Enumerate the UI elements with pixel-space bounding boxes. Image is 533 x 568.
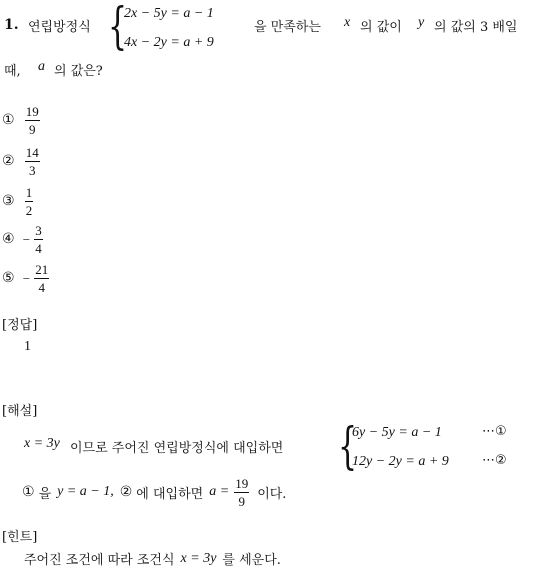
explanation-fraction (234, 477, 249, 508)
question-number: 1. (4, 17, 19, 33)
choice-5[interactable] (2, 263, 49, 294)
fraction-bar (25, 120, 40, 121)
choice-fraction (34, 263, 49, 294)
fraction-denominator: 2 (25, 203, 33, 218)
explanation-equation-1: 6y − 5y = a − 1 (352, 425, 442, 440)
fraction-denominator: 3 (28, 163, 36, 178)
question-line2-suffix: 의 값은? (54, 64, 103, 79)
question-equation-2: 4x − 2y = a + 9 (124, 35, 214, 50)
fraction-bar (25, 161, 40, 162)
choice-marker: ④ (2, 231, 15, 247)
question-line2-prefix: 때, (4, 64, 21, 79)
explanation-system-brace: { (338, 417, 358, 475)
question-tail-1: 을 만족하는 (254, 20, 321, 35)
fraction-denominator: 9 (238, 493, 245, 509)
fraction-denominator: 9 (28, 122, 36, 137)
fraction-numerator: 21 (35, 262, 49, 277)
answer-value: 1 (24, 339, 31, 354)
question-tail-3: 의 값의 3 배일 (434, 20, 518, 35)
choice-1[interactable] (2, 105, 40, 136)
explanation-text: 에 대입하면 (136, 486, 204, 502)
explanation-label: [해설] (2, 404, 38, 419)
choice-sign: − (22, 270, 31, 286)
explanation-math: y = a − 1, (57, 484, 114, 499)
answer-label: [정답] (2, 318, 38, 333)
choice-fraction (25, 146, 40, 177)
fraction-bar (34, 239, 43, 240)
explanation-ref-2: ② (119, 484, 133, 500)
fraction-bar (25, 201, 34, 202)
fraction-numerator: 3 (35, 223, 42, 238)
hint-text: 주어진 조건에 따라 조건식 (24, 553, 175, 568)
fraction-bar (34, 278, 49, 279)
explanation-text: 이다. (257, 486, 287, 502)
question-lead: 연립방정식 (28, 20, 91, 35)
choice-marker: ① (2, 112, 15, 128)
hint-label: [힌트] (2, 530, 38, 545)
question-system-brace: { (108, 0, 128, 55)
fraction-numerator: 1 (25, 185, 33, 200)
explanation-tag-1: ⋯① (482, 424, 507, 439)
choice-sign: − (22, 231, 31, 247)
choice-marker: ③ (2, 193, 15, 209)
fraction-numerator: 19 (235, 475, 249, 491)
fraction-denominator: 4 (35, 241, 42, 256)
hint-line (24, 549, 281, 568)
fraction-numerator: 14 (25, 145, 39, 160)
explanation-math: a = (209, 484, 230, 499)
explanation-tag-2: ⋯② (482, 453, 507, 468)
explanation-line1-math: x = 3y (24, 436, 60, 451)
explanation-line1-text: 이므로 주어진 연립방정식에 대입하면 (70, 441, 284, 456)
question-var-a: a (38, 59, 45, 74)
choice-marker: ⑤ (2, 270, 15, 286)
explanation-ref-1: ① (22, 484, 35, 500)
choice-fraction (25, 105, 40, 136)
question-var-x: x (344, 15, 351, 30)
choice-marker: ② (2, 153, 15, 169)
explanation-equation-2: 12y − 2y = a + 9 (352, 454, 449, 469)
hint-text: 를 세운다. (222, 553, 281, 568)
choice-2[interactable] (2, 146, 40, 177)
choice-fraction (34, 224, 43, 255)
explanation-text: 을 (38, 486, 52, 502)
choice-3[interactable] (2, 186, 33, 217)
fraction-bar (234, 492, 249, 493)
fraction-denominator: 4 (38, 280, 45, 295)
hint-math: x = 3y (180, 550, 217, 566)
choice-4[interactable] (2, 224, 43, 255)
choice-fraction (25, 186, 34, 217)
question-var-y: y (418, 15, 425, 30)
explanation-line2 (22, 472, 286, 512)
fraction-numerator: 19 (25, 104, 39, 119)
question-equation-1: 2x − 5y = a − 1 (124, 6, 214, 21)
question-tail-2: 의 값이 (360, 20, 402, 35)
